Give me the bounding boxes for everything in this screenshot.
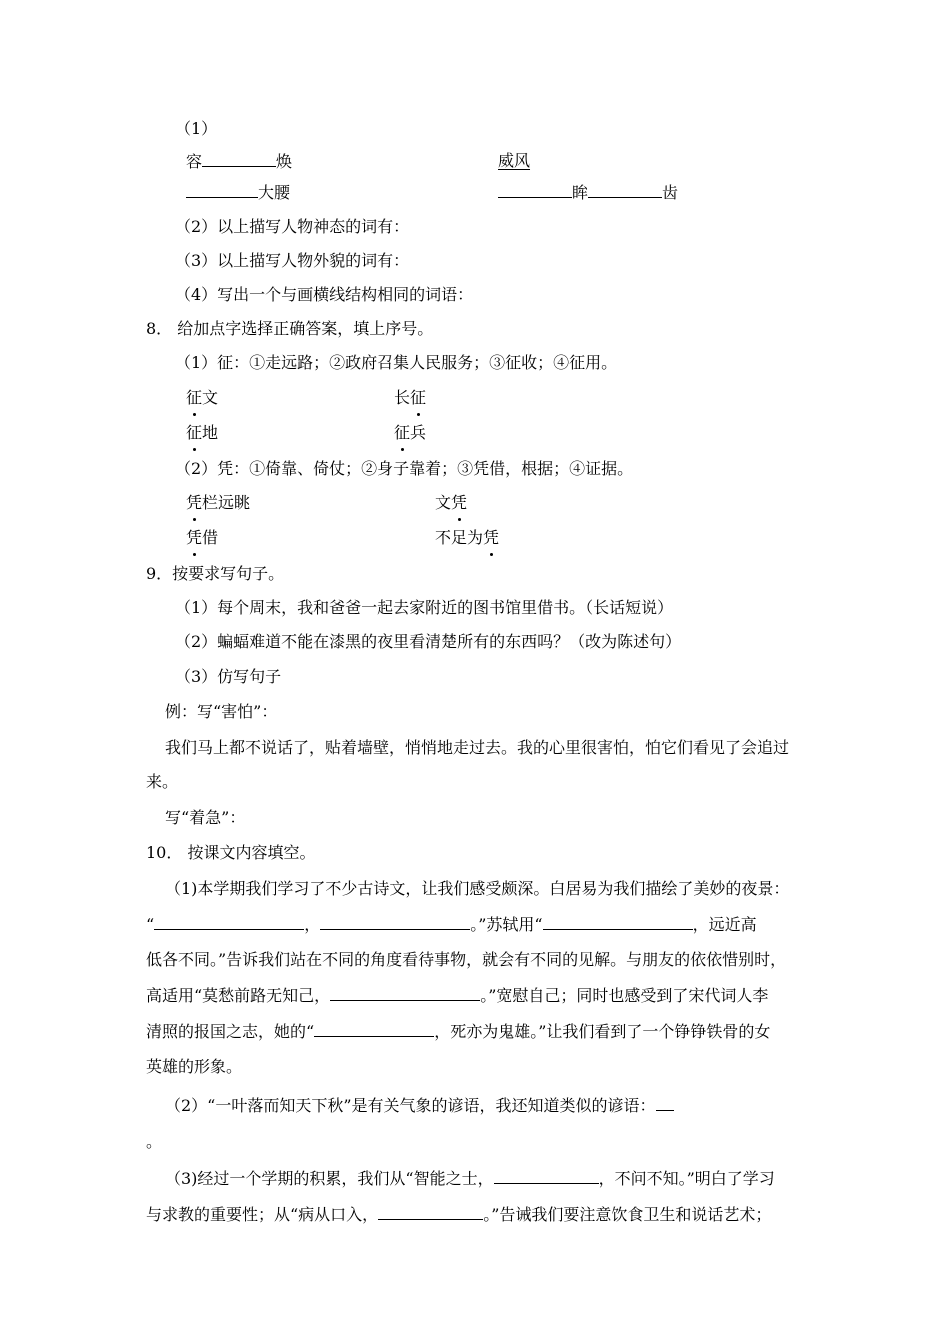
- q8-word-wenping: [435, 492, 467, 514]
- fill-blank[interactable]: [588, 181, 662, 198]
- q9-example-text-line2: 来。: [146, 772, 179, 791]
- q8-word-buzuweiping: [435, 527, 499, 549]
- fill-blank[interactable]: [154, 913, 304, 930]
- text-seg: （2）“一叶落而知天下秋”是有关气象的谚语，我还知道类似的谚语：: [165, 1096, 656, 1115]
- q9-sentence-2: （2）蝙蝠难道不能在漆黑的夜里看清楚所有的东西吗？（改为陈述句）: [175, 632, 682, 651]
- q7-word-4: [498, 181, 678, 204]
- text-seg: ，不问不知。”明白了学习: [598, 1169, 775, 1188]
- q7-word-2-underlined: 威风: [498, 151, 531, 170]
- emphasis-dot-char: 征: [186, 388, 203, 407]
- fill-blank[interactable]: [494, 1167, 599, 1184]
- word-pre: 长: [394, 388, 411, 407]
- q10-title: 10． 按课文内容填空。: [146, 843, 316, 862]
- q7-word-4-post: 齿: [662, 183, 679, 202]
- text-seg: 。”苏轼用“: [470, 915, 543, 934]
- q9-write-prompt: 写“着急”：: [165, 808, 246, 827]
- q8-word-changzheng: [394, 387, 426, 409]
- text-seg: 清照的报国之志，她的“: [146, 1022, 315, 1041]
- fill-blank[interactable]: [314, 1020, 434, 1037]
- q10-line-5: [146, 1020, 770, 1043]
- word-pre: 不足为: [435, 528, 484, 547]
- q7-word-3-post: 大腰: [258, 183, 291, 202]
- q10-line-3: 低各不同。”告诉我们站在不同的角度看待事物，就会有不同的见解。与朋友的依依惜别时，: [146, 950, 787, 969]
- emphasis-dot-char: 凭: [483, 528, 500, 547]
- text-seg: ，死亦为鬼雄。”让我们看到了一个铮铮铁骨的女: [434, 1022, 771, 1041]
- text-seg: ，远近高: [692, 915, 757, 934]
- q10-line-6: 英雄的形象。: [146, 1057, 243, 1076]
- emphasis-dot-char: 征: [410, 388, 427, 407]
- q10-line-2: [146, 913, 757, 936]
- fill-blank[interactable]: [186, 181, 258, 198]
- q9-example-text-line1: 我们马上都不说话了，贴着墙壁，悄悄地走过去。我的心里很害怕，怕它们看见了会追过: [165, 738, 790, 757]
- q10-line-8: 。: [146, 1132, 163, 1151]
- word-rest: 栏远眺: [202, 493, 251, 512]
- q8-word-zhengwen: [186, 387, 218, 409]
- q9-sentence-1: （1）每个周末，我和爸爸一起去家附近的图书馆里借书。（长话短说）: [175, 598, 674, 617]
- q7-part3: （3）以上描写人物外貌的词有：: [175, 251, 410, 270]
- q8-part1: （1）征：①走远路；②政府召集人民服务；③征收；④征用。: [175, 353, 618, 372]
- fill-blank[interactable]: [330, 984, 480, 1001]
- emphasis-dot-char: 凭: [186, 528, 203, 547]
- emphasis-dot-char: 征: [394, 423, 411, 442]
- q10-line-4: [146, 984, 768, 1007]
- q7-word-1-pre: 容: [186, 152, 203, 171]
- word-rest: 地: [202, 423, 219, 442]
- q9-title: 9．按要求写句子。: [146, 564, 285, 583]
- emphasis-dot-char: 凭: [186, 493, 203, 512]
- word-pre: 文: [435, 493, 452, 512]
- text-seg: 高适用“莫愁前路无知己，: [146, 986, 331, 1005]
- q8-word-zhengdi: [186, 422, 218, 444]
- fill-blank[interactable]: [378, 1203, 483, 1220]
- q8-word-pingjie: [186, 527, 218, 549]
- word-rest: 借: [202, 528, 219, 547]
- q9-sentence-3: （3）仿写句子: [175, 667, 282, 686]
- fill-blank[interactable]: [320, 913, 470, 930]
- text-seg: “: [146, 915, 155, 934]
- q7-part2: （2）以上描写人物神态的词有：: [175, 217, 410, 236]
- q10-line-7: [165, 1094, 674, 1117]
- q8-title: 8． 给加点字选择正确答案，填上序号。: [146, 319, 434, 338]
- text-seg: 。”宽慰自己；同时也感受到了宋代词人李: [480, 986, 769, 1005]
- word-rest: 兵: [410, 423, 427, 442]
- q7-word-4-mid: 眸: [572, 183, 589, 202]
- q10-line-9: [165, 1167, 775, 1190]
- q7-part4: （4）写出一个与画横线结构相同的词语：: [175, 285, 474, 304]
- emphasis-dot-char: 凭: [451, 493, 468, 512]
- q8-word-pinglan: [186, 492, 250, 514]
- q10-line-10: [146, 1203, 771, 1226]
- text-seg: ，: [304, 915, 321, 934]
- q7-word-1: [186, 150, 292, 173]
- q10-line-1: （1)本学期我们学习了不少古诗文，让我们感受颇深。白居易为我们描绘了美妙的夜景：: [165, 879, 790, 898]
- fill-blank[interactable]: [656, 1094, 674, 1111]
- q7-word-1-post: 焕: [276, 152, 293, 171]
- text-seg: （3)经过一个学期的积累，我们从“智能之士，: [165, 1169, 494, 1188]
- text-seg: 与求教的重要性；从“病从口入，: [146, 1205, 379, 1224]
- fill-blank[interactable]: [543, 913, 693, 930]
- fill-blank[interactable]: [202, 150, 276, 167]
- text-seg: 。”告诫我们要注意饮食卫生和说话艺术；: [483, 1205, 772, 1224]
- emphasis-dot-char: 征: [186, 423, 203, 442]
- q8-word-zhengbing: [394, 422, 426, 444]
- q8-part2: （2）凭：①倚靠、倚仗；②身子靠着；③凭借，根据；④证据。: [175, 459, 634, 478]
- fill-blank[interactable]: [498, 181, 572, 198]
- word-rest: 文: [202, 388, 219, 407]
- q9-example-label: 例：写“害怕”：: [165, 702, 278, 721]
- q7-part1-label: （1）: [175, 119, 218, 138]
- q7-word-3: [186, 181, 290, 204]
